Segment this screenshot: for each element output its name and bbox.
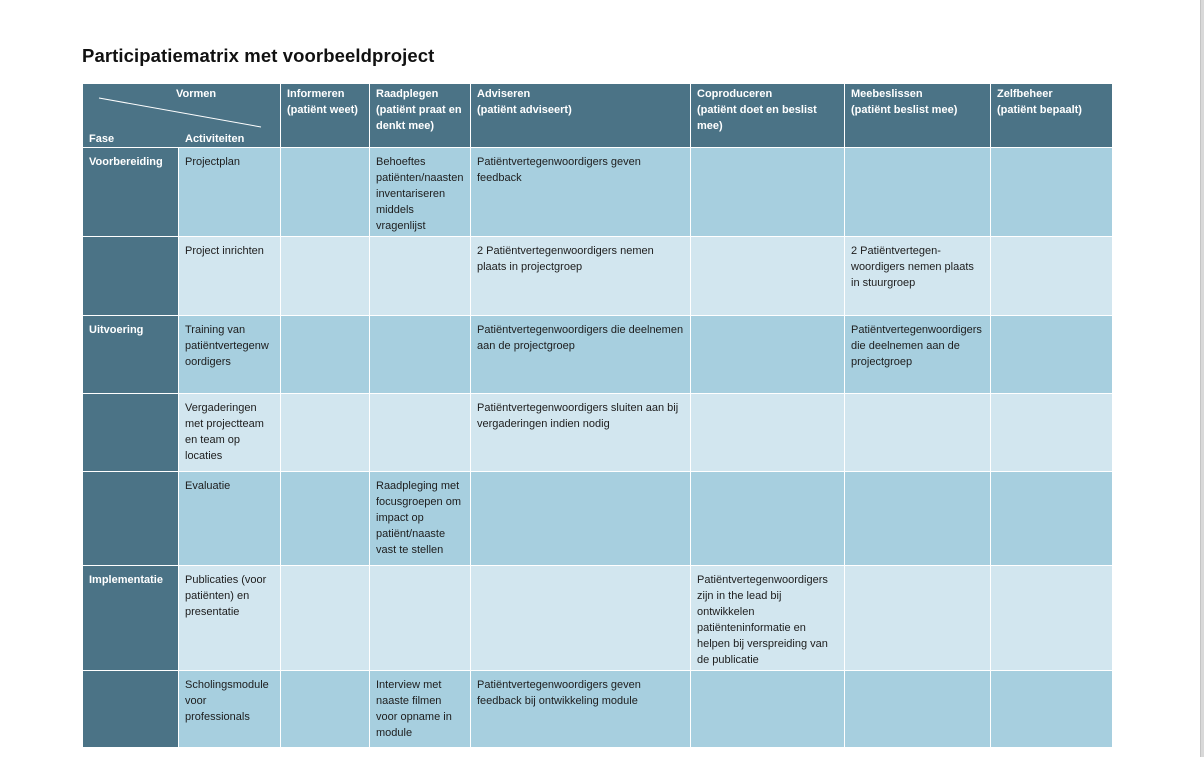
meebeslissen-cell: [845, 472, 991, 566]
activiteit-cell: Scholingsmodule voor professionals: [179, 671, 281, 748]
table-row: [83, 566, 1113, 671]
header-sub: (patiënt doet en beslist mee): [697, 104, 817, 132]
raadplegen-cell: Behoeftes patiënten/naasten inventariseren middels vragenlijst: [370, 148, 471, 237]
header-name: Adviseren: [477, 88, 531, 100]
header-sub: (patiënt adviseert): [477, 104, 572, 116]
fase-cell: [83, 472, 179, 566]
header-informeren: [281, 84, 370, 148]
adviseren-cell: Patiëntvertegenwoordigers die deelnemen aan de projectgroep: [471, 316, 691, 394]
header-raadplegen: [370, 84, 471, 148]
header-sub: (patiënt weet): [287, 104, 358, 116]
fase-cell: [83, 394, 179, 472]
participation-matrix: [82, 83, 1113, 748]
activiteit-cell: Projectplan: [179, 148, 281, 237]
raadplegen-cell: [370, 394, 471, 472]
coproduceren-cell: [691, 394, 845, 472]
activiteit-cell: Project inrichten: [179, 237, 281, 316]
informeren-cell: [281, 394, 370, 472]
fase-cell: Uitvoering: [83, 316, 179, 394]
adviseren-cell: Patiëntvertegenwoordigers sluiten aan bij vergaderingen indien nodig: [471, 394, 691, 472]
zelfbeheer-cell: [991, 472, 1113, 566]
raadplegen-cell: Raadpleging met focusgroepen om impact op patiënt/naaste vast te stellen: [370, 472, 471, 566]
header-meebeslissen: [845, 84, 991, 148]
zelfbeheer-cell: [991, 394, 1113, 472]
zelfbeheer-cell: [991, 316, 1113, 394]
informeren-cell: [281, 148, 370, 237]
header-name: Meebeslissen: [851, 88, 923, 100]
header-name: Zelfbeheer: [997, 88, 1053, 100]
header-coproduceren: [691, 84, 845, 148]
zelfbeheer-cell: [991, 148, 1113, 237]
meebeslissen-cell: [845, 394, 991, 472]
activiteit-cell: Training van patiëntvertegenwoordigers: [179, 316, 281, 394]
meebeslissen-cell: [845, 566, 991, 671]
activiteit-cell: Evaluatie: [179, 472, 281, 566]
informeren-cell: [281, 671, 370, 748]
zelfbeheer-cell: [991, 671, 1113, 748]
coproduceren-cell: [691, 148, 845, 237]
header-name: Coproduceren: [697, 88, 773, 100]
header-name: Raadplegen: [376, 88, 439, 100]
adviseren-cell: Patiëntvertegenwoordigers geven feedback bij ontwikkeling module: [471, 671, 691, 748]
adviseren-cell: 2 Patiëntvertegenwoordigers nemen plaats in projectgroep: [471, 237, 691, 316]
table-row: [83, 148, 1113, 237]
informeren-cell: [281, 566, 370, 671]
meebeslissen-cell: [845, 148, 991, 237]
page-title: Participatiematrix met voorbeeldproject: [82, 45, 435, 66]
coproduceren-cell: [691, 472, 845, 566]
header-vormen: Vormen: [176, 88, 217, 100]
header-sub: (patiënt praat en denkt mee): [376, 104, 462, 132]
adviseren-cell: [471, 566, 691, 671]
header-sub: (patiënt beslist mee): [851, 104, 958, 116]
fase-cell: Voorbereiding: [83, 148, 179, 237]
header-fase: Fase: [89, 133, 115, 145]
coproduceren-cell: [691, 671, 845, 748]
activiteit-cell: Publicaties (voor patiënten) en presentatie: [179, 566, 281, 671]
table-row: [83, 394, 1113, 472]
header-corner: [83, 84, 281, 148]
raadplegen-cell: [370, 566, 471, 671]
coproduceren-cell: [691, 316, 845, 394]
zelfbeheer-cell: [991, 237, 1113, 316]
informeren-cell: [281, 316, 370, 394]
coproduceren-cell: [691, 237, 845, 316]
activiteit-cell: Vergaderingen met projectteam en team op locaties: [179, 394, 281, 472]
zelfbeheer-cell: [991, 566, 1113, 671]
header-row: [83, 84, 1113, 148]
fase-cell: [83, 671, 179, 748]
table-row: [83, 316, 1113, 394]
table-row: [83, 671, 1113, 748]
raadplegen-cell: Interview met naaste filmen voor opname in module: [370, 671, 471, 748]
raadplegen-cell: [370, 237, 471, 316]
header-adviseren: [471, 84, 691, 148]
raadplegen-cell: [370, 316, 471, 394]
meebeslissen-cell: [845, 671, 991, 748]
coproduceren-cell: Patiëntvertegenwoordigers zijn in the lead bij ontwikkelen patiënteninformatie en helpen bij verspreiding van de publicatie: [691, 566, 845, 671]
table-row: [83, 237, 1113, 316]
page-edge: [1200, 0, 1204, 757]
meebeslissen-cell: Patiëntvertegenwoordigers die deelnemen aan de projectgroep: [845, 316, 991, 394]
header-zelfbeheer: [991, 84, 1113, 148]
header-activiteiten: Activiteiten: [185, 133, 245, 145]
header-name: Informeren: [287, 88, 345, 100]
fase-cell: Implementatie: [83, 566, 179, 671]
meebeslissen-cell: 2 Patiëntvertegen-woordigers nemen plaats in stuurgroep: [845, 237, 991, 316]
informeren-cell: [281, 237, 370, 316]
informeren-cell: [281, 472, 370, 566]
header-sub: (patiënt bepaalt): [997, 104, 1082, 116]
adviseren-cell: [471, 472, 691, 566]
table-row: [83, 472, 1113, 566]
adviseren-cell: Patiëntvertegenwoordigers geven feedback: [471, 148, 691, 237]
fase-cell: [83, 237, 179, 316]
